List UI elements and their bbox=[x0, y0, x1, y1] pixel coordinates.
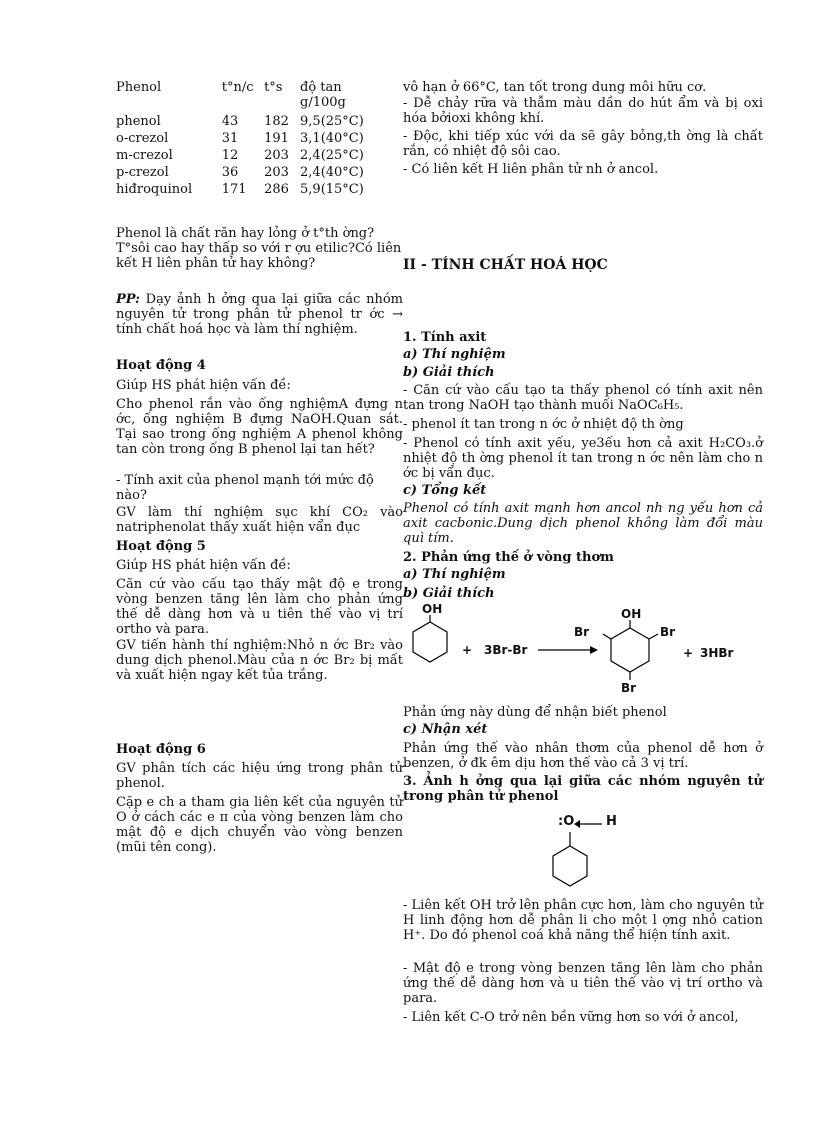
activity-4-title: Hoạt động 4 bbox=[116, 358, 206, 373]
table-cell: m-crezol bbox=[116, 148, 173, 163]
phenol-ring-icon bbox=[413, 622, 447, 662]
hydrogen-label: H bbox=[606, 814, 617, 829]
benzene-ring-icon bbox=[553, 846, 587, 886]
product-oh-label: OH bbox=[621, 607, 642, 621]
activity-4-p4: GV làm thí nghiệm sục khí CO₂ vào natriphenolat thấy xuất hiện vẩn đục bbox=[116, 505, 403, 535]
activity-6-title: Hoạt động 6 bbox=[116, 742, 206, 757]
plus-sign: + bbox=[462, 643, 473, 657]
activity-4-p3: - Tính axit của phenol mạnh tới mức độ nào? bbox=[116, 473, 374, 503]
subsection-1a: a) Thí nghiệm bbox=[403, 347, 506, 362]
table-cell: 3,1(40°C) bbox=[300, 131, 364, 146]
activity-4-p2: Cho phenol rắn vào ống nghiệmA đựng n ớc, ống nghiệm B đựng NaOH.Quan sát. Tại sao trong ống nghiệm A phenol không tan còn trong ống B phenol lại tan hết? bbox=[116, 397, 403, 457]
br-bond-left bbox=[603, 634, 611, 639]
table-cell: o-crezol bbox=[116, 131, 169, 146]
table-cell: 191 bbox=[264, 131, 289, 146]
table-row bbox=[116, 165, 391, 182]
activity-5-p1: Giúp HS phát hiện vấn đề: bbox=[116, 558, 291, 573]
table-header-row bbox=[116, 80, 391, 114]
br-right-label: Br bbox=[660, 625, 676, 639]
byproduct-label: 3HBr bbox=[700, 646, 734, 660]
activity-6-p2: Cặp e ch a tham gia liên kết của nguyên tử O ở cách các e π của vòng benzen làm cho mật độ e dịch chuyển vào vòng benzen (mũi tên cong). bbox=[116, 795, 403, 855]
br-bond-right bbox=[649, 634, 658, 639]
question-paragraph: Phenol là chất răn hay lỏng ở t°th ờng? T°sôi cao hay thấp so với r ợu etilic?Có liên kết H liên phân tử hay không? bbox=[116, 226, 402, 271]
table-header-cell: Phenol bbox=[116, 80, 162, 95]
br-left-label: Br bbox=[574, 625, 590, 639]
table-cell: 203 bbox=[264, 165, 289, 180]
acid-summary: Phenol có tính axit mạnh hơn ancol nh ng yếu hơn cả axit cacbonic.Dung dịch phenol không làm đổi màu quì tím. bbox=[403, 501, 763, 546]
table-cell: 182 bbox=[264, 114, 289, 129]
effect-paragraph-3: - Liên kết C-O trở nên bền vững hơn so với ở ancol, bbox=[403, 1010, 739, 1025]
acid-explain-1: - Căn cứ vào cấu tạo ta thấy phenol có tính axit nên tan trong NaOH tạo thành muối NaOC₆H₅. bbox=[403, 383, 763, 413]
subsection-2b: b) Giải thích bbox=[403, 586, 495, 601]
phenol-diagram-svg bbox=[530, 806, 650, 890]
property-line-2: - Dễ chảy rữa và thẫm màu dần do hút ẩm và bị oxi hóa bởioxi không khí. bbox=[403, 96, 763, 126]
reaction-arrow-icon bbox=[590, 646, 598, 654]
table-cell: 31 bbox=[221, 131, 239, 146]
subsection-1b: b) Giải thích bbox=[403, 365, 495, 380]
table-cell: phenol bbox=[116, 114, 161, 129]
property-line-3: - Độc, khi tiếp xúc với da sẽ gây bỏng,th ờng là chất rắn, có nhiệt độ sôi cao. bbox=[403, 129, 763, 159]
property-line-1: vô hạn ở 66°C, tan tốt trong dung môi hữu cơ. bbox=[403, 80, 707, 95]
activity-6-p1: GV phân tích các hiệu ứng trong phân tử phenol. bbox=[116, 761, 403, 791]
table-cell: 5,9(15°C) bbox=[300, 182, 364, 197]
plus-sign-2: + bbox=[683, 646, 694, 660]
table-cell: hiđroquinol bbox=[116, 182, 193, 197]
br-bottom-label: Br bbox=[621, 681, 637, 695]
subsection-1c: c) Tổng kết bbox=[403, 483, 487, 498]
table-row bbox=[116, 182, 391, 199]
acid-explain-2: - phenol ít tan trong n ớc ở nhiệt độ th ờng bbox=[403, 417, 684, 432]
table-row bbox=[116, 131, 391, 148]
properties-table bbox=[116, 80, 391, 199]
subsection-2c: c) Nhận xét bbox=[403, 722, 488, 737]
subsection-3-title: 3. Ảnh h ởng qua lại giữa các nhóm nguyên tử trong phân tử phenol bbox=[403, 774, 763, 804]
bromination-note: Phản ứng này dùng để nhận biết phenol bbox=[403, 705, 667, 720]
table-header-cell: độ tan g/100g bbox=[300, 80, 346, 110]
pp-text: Dạy ảnh h ởng qua lại giữa các nhóm nguyên tử trong phân tử phenol tr ớc → tính chất hoá học và làm thí nghiệm. bbox=[116, 292, 403, 337]
table-cell: 36 bbox=[221, 165, 239, 180]
activity-4-p1: Giúp HS phát hiện vấn đề: bbox=[116, 378, 291, 393]
phenol-oh-diagram bbox=[530, 806, 650, 890]
table-header-cell: t°s bbox=[264, 80, 283, 95]
section-2-title: II - TÍNH CHẤT HOÁ HỌC bbox=[403, 257, 608, 273]
table-cell: 2,4(40°C) bbox=[300, 165, 364, 180]
substitution-remark: Phản ứng thế vào nhân thơm của phenol dễ hơn ở benzen, ở đk êm dịu hơn thế vào cả 3 vị trí. bbox=[403, 741, 763, 771]
table-cell: 171 bbox=[221, 182, 247, 197]
acid-explain-3: - Phenol có tính axit yếu, ye3ếu hơn cả axit H₂CO₃.ở nhiệt độ th ờng phenol ít tan trong n ớc nên làm cho n ớc bị vẩn đục. bbox=[403, 436, 763, 481]
table-header-cell: t°n/c bbox=[221, 80, 254, 95]
oh-arrow-icon bbox=[574, 820, 580, 828]
activity-5-title: Hoạt động 5 bbox=[116, 539, 206, 554]
table-cell: 9,5(25°C) bbox=[300, 114, 364, 129]
reagent-label: 3Br-Br bbox=[484, 643, 528, 657]
table-cell: 203 bbox=[264, 148, 289, 163]
table-cell: 12 bbox=[221, 148, 239, 163]
effect-paragraph-1: - Liên kết OH trở lên phân cực hơn, làm cho nguyên tử H linh động hơn dễ phân li cho một l ợng nhỏ cation H⁺. Do đó phenol coá khả năng thể hiện tính axit. bbox=[403, 898, 763, 943]
table-row bbox=[116, 114, 391, 131]
subsection-2a: a) Thí nghiệm bbox=[403, 567, 506, 582]
oxygen-label: :O bbox=[558, 814, 575, 829]
table-row bbox=[116, 148, 391, 165]
activity-5-p3: GV tiến hành thí nghiệm:Nhỏ n ớc Br₂ vào dung dịch phenol.Màu của n ớc Br₂ bị mất và xuất hiện ngay kết tủa trắng. bbox=[116, 638, 403, 683]
subsection-1-title: 1. Tính axit bbox=[403, 330, 487, 345]
table-cell: 43 bbox=[221, 114, 239, 129]
property-line-4: - Có liên kết H liên phân tử nh ở ancol. bbox=[403, 162, 659, 177]
phenol-oh-label: OH bbox=[422, 602, 443, 616]
table-cell: 286 bbox=[264, 182, 289, 197]
pp-label: PP: bbox=[116, 292, 140, 307]
pp-paragraph bbox=[116, 292, 403, 337]
activity-5-p2: Căn cứ vào cấu tạo thấy mật độ e trong vòng benzen tăng lên làm cho phản ứng thế dễ dàng hơn và u tiên thế vào vị trí ortho và para. bbox=[116, 577, 403, 637]
table-cell: p-crezol bbox=[116, 165, 169, 180]
subsection-2-title: 2. Phản ứng thế ở vòng thơm bbox=[403, 550, 614, 565]
effect-paragraph-2: - Mật độ e trong vòng benzen tăng lên làm cho phản ứng thế dễ dàng hơn và u tiên thế vào vị trí ortho và para. bbox=[403, 961, 763, 1006]
bromination-reaction bbox=[400, 600, 780, 700]
tribromophenol-ring-icon bbox=[611, 628, 649, 672]
table-cell: 2,4(25°C) bbox=[300, 148, 364, 163]
